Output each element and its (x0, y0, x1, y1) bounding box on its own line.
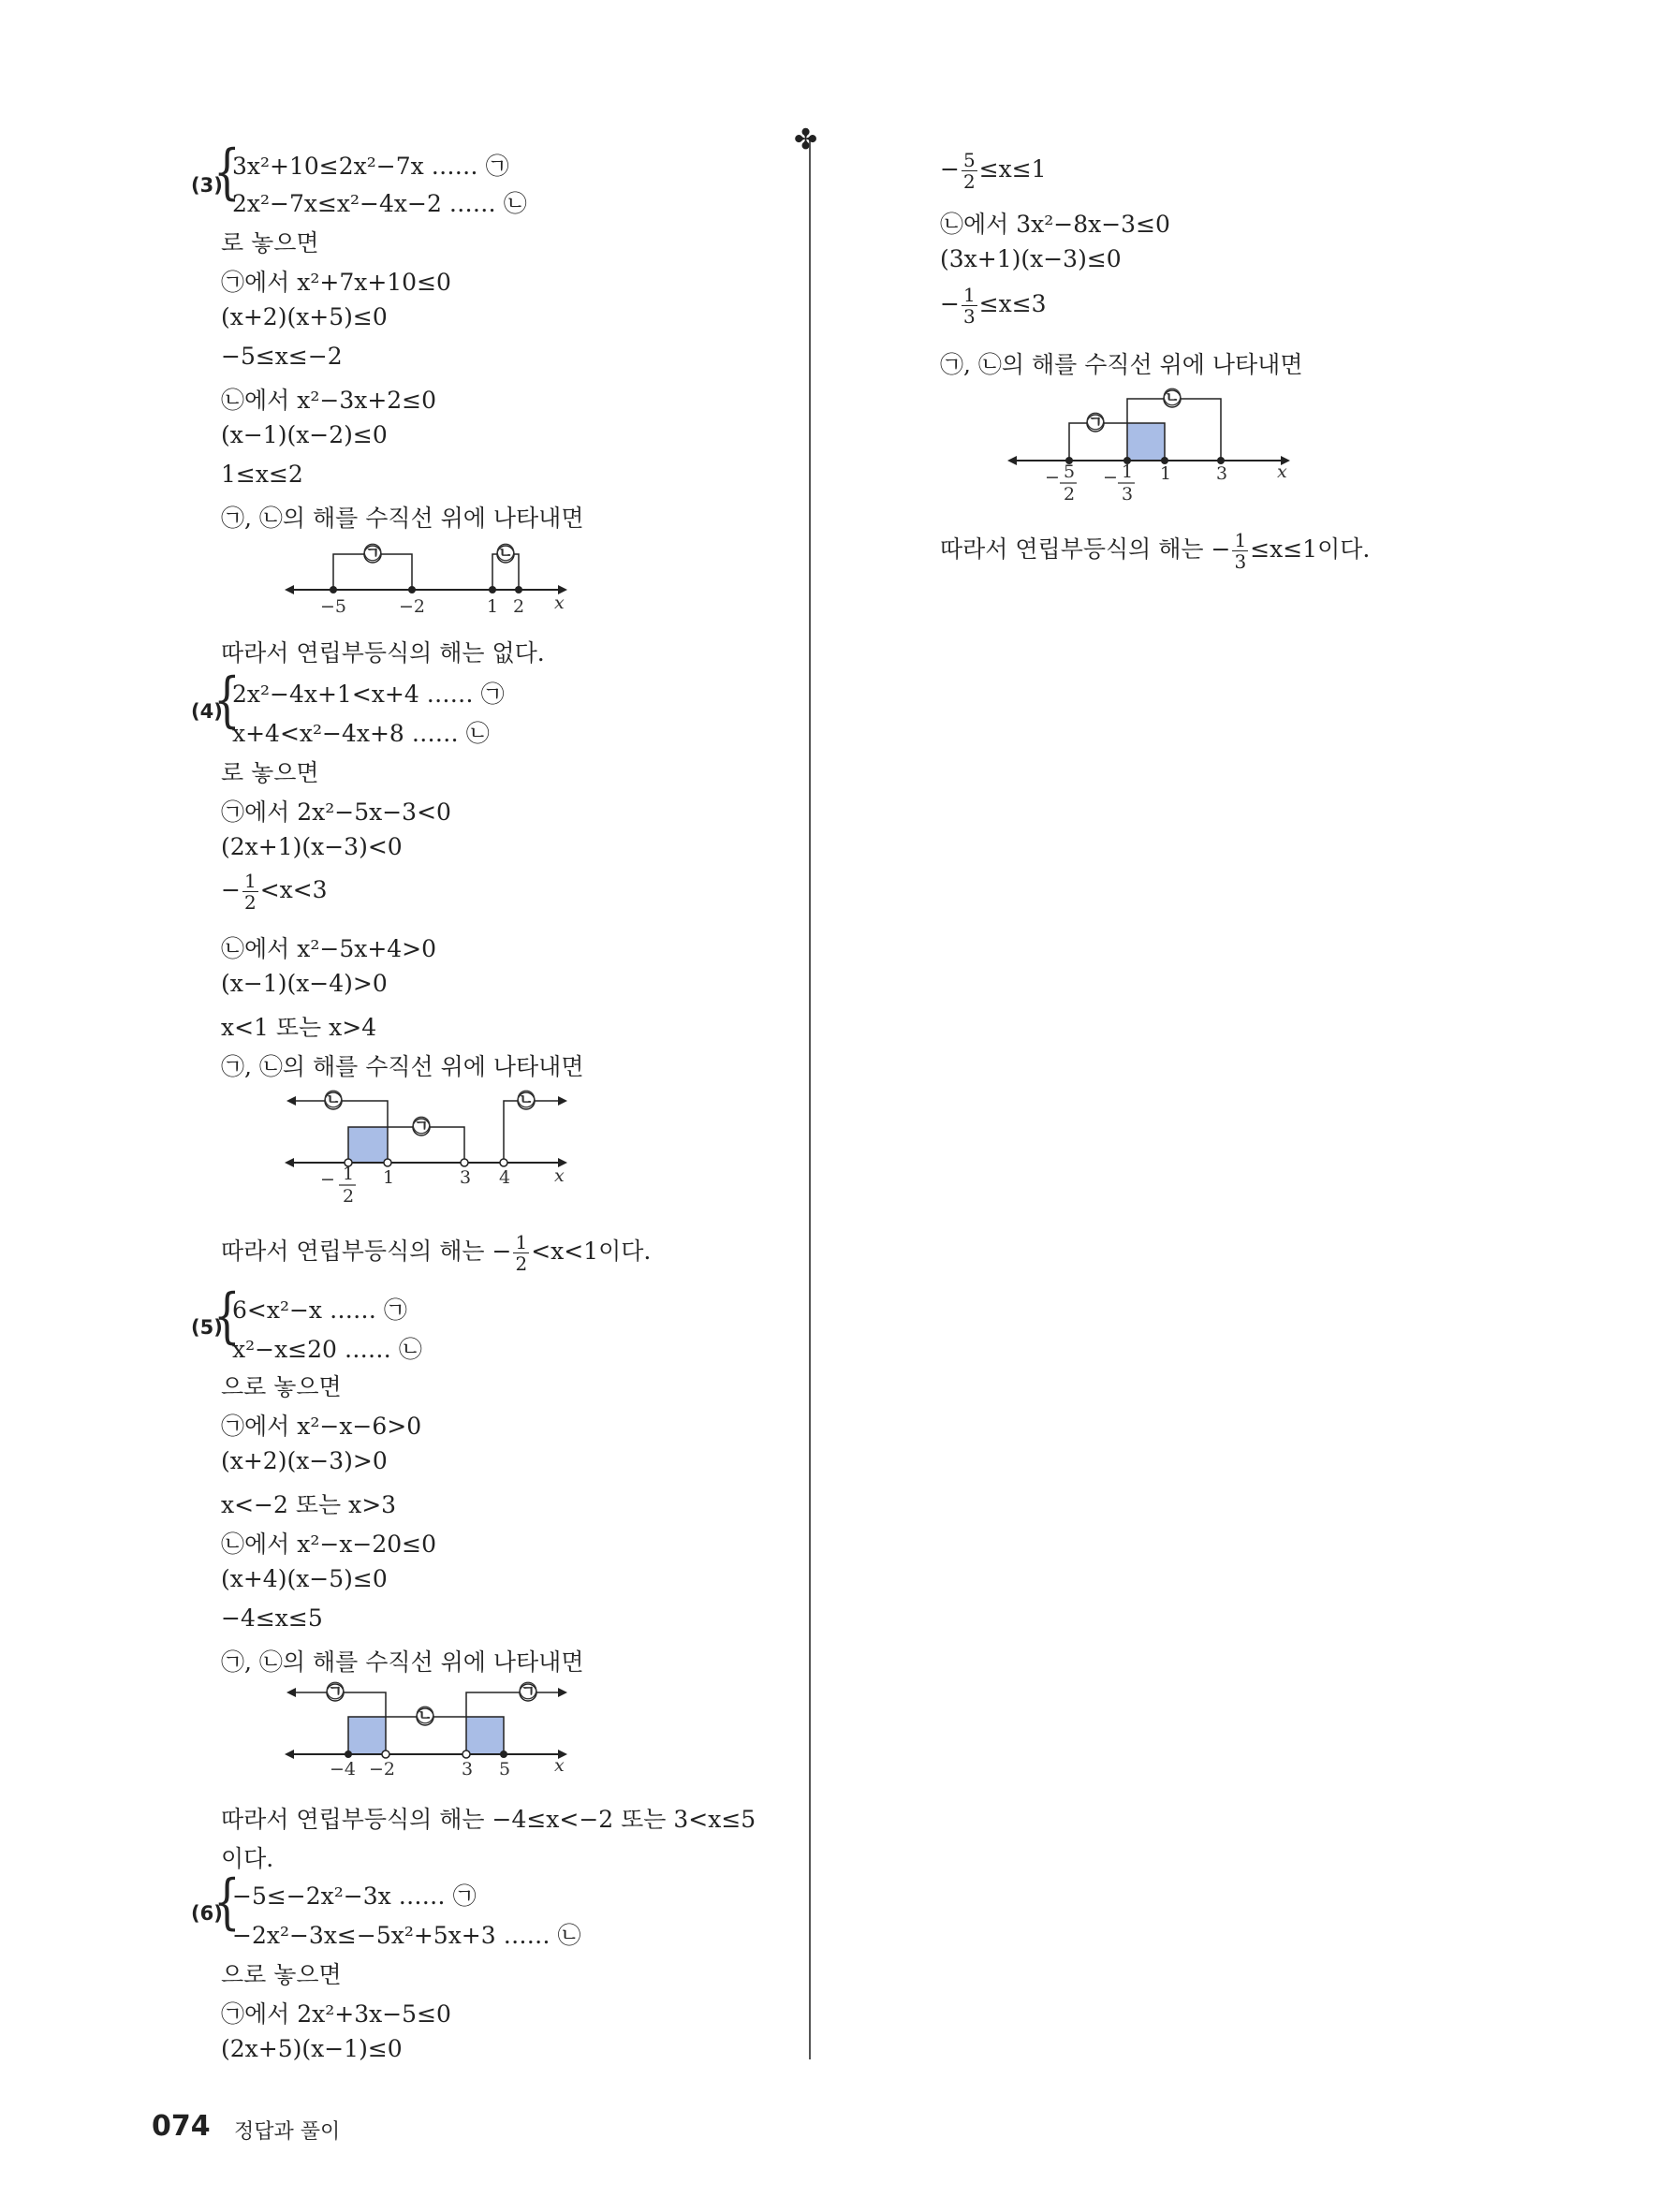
problem-4-step-1: 로 놓으면 (221, 759, 319, 786)
tick-label: −2 (399, 596, 426, 617)
problem-5-step-2: ㉠에서 x²−x−6>0 (221, 1413, 422, 1440)
fraction: $\frac{1}{2}$ (243, 870, 257, 914)
problem-3-brace: { (213, 138, 241, 207)
fraction: $\frac{5}{2}$ (962, 149, 976, 193)
number-line-3 (281, 541, 580, 616)
svg-text:㉡: ㉡ (324, 1090, 343, 1110)
page-number: 074 (152, 2110, 211, 2143)
tick-label: 1 (343, 1164, 355, 1184)
problem-3-step-8: ㉠, ㉡의 해를 수직선 위에 나타내면 (221, 505, 584, 532)
page-footer-title: 정답과 풀이 (234, 2120, 341, 2144)
problem-5-step-7: −4≤x≤5 (221, 1604, 323, 1632)
tick-label: 5 (499, 1759, 511, 1780)
tick-label: 1 (487, 596, 499, 617)
tick-label: 3 (1122, 484, 1134, 505)
problem-6-system-line-2: −2x²−3x≤−5x²+5x+3 …… ㉡ (232, 1922, 581, 1949)
problem-3-step-6: (x−1)(x−2)≤0 (221, 421, 388, 448)
problem-5-system-line-1: 6<x²−x …… ㉠ (232, 1296, 407, 1324)
mark-giyeok-icon (519, 1680, 536, 1702)
mark-nieun-icon (416, 1705, 433, 1726)
number-line-6 (1004, 386, 1303, 507)
problem-5-label: (5) (191, 1316, 223, 1339)
svg-text:㉡: ㉡ (517, 1090, 536, 1110)
mark-nieun-icon (496, 542, 514, 564)
mark-nieun-icon (517, 1089, 535, 1110)
problem-4-label: (4) (191, 700, 223, 723)
tick-label: 1 (383, 1167, 395, 1188)
tick-label: 1 (1122, 461, 1134, 482)
fraction: $\frac{1}{3}$ (1234, 529, 1247, 573)
problem-3-step-5: ㉡에서 x²−3x+2≤0 (221, 387, 437, 414)
problem-4-step-6: (x−1)(x−4)>0 (221, 970, 388, 997)
mark-giyeok-icon (363, 542, 381, 564)
mark-nieun-icon (1163, 387, 1181, 408)
axis-label: x (554, 1755, 565, 1776)
problem-4-step-3: (2x+1)(x−3)<0 (221, 833, 403, 860)
problem-5-step-6: (x+4)(x−5)≤0 (221, 1565, 388, 1592)
problem-5-step-1: 으로 놓으면 (221, 1373, 342, 1400)
tick-label: 3 (462, 1759, 474, 1780)
problem-6-step-7: − $\frac{1}{3}$ ≤x≤3 (940, 284, 1047, 328)
number-line-4 (281, 1086, 580, 1217)
mark-nieun-icon (324, 1089, 342, 1110)
problem-6-conclusion: 따라서 연립부등식의 해는 − $\frac{1}{3}$ ≤x≤1이다. (940, 529, 1371, 573)
problem-6-step-6: (3x+1)(x−3)≤0 (940, 245, 1122, 272)
problem-4-step-5: ㉡에서 x²−5x+4>0 (221, 935, 437, 962)
ornament-icon: ✤ (794, 124, 818, 156)
svg-text:㉠: ㉠ (326, 1681, 345, 1702)
svg-text:㉠: ㉠ (519, 1681, 537, 1702)
problem-3-step-1: 로 놓으면 (221, 229, 319, 256)
tick-label: −5 (320, 596, 347, 617)
problem-5-conclusion-1: 따라서 연립부등식의 해는 −4≤x<−2 또는 3<x≤5 (221, 1806, 756, 1833)
problem-3-system-line-2: 2x²−7x≤x²−4x−2 …… ㉡ (232, 190, 527, 217)
problem-5-step-3: (x+2)(x−3)>0 (221, 1447, 388, 1474)
problem-6-step-5: ㉡에서 3x²−8x−3≤0 (940, 211, 1170, 238)
tick-label: 3 (460, 1167, 472, 1188)
tick-label: 2 (343, 1186, 355, 1207)
problem-4-system-line-2: x+4<x²−4x+8 …… ㉡ (232, 720, 490, 747)
tick-label: − (320, 1169, 335, 1190)
tick-label: −4 (330, 1759, 357, 1780)
mark-giyeok-icon (1086, 411, 1104, 432)
problem-3-conclusion: 따라서 연립부등식의 해는 없다. (221, 639, 545, 667)
tick-label: 2 (1064, 484, 1076, 505)
problem-3-step-7: 1≤x≤2 (221, 461, 303, 488)
tick-label: 2 (513, 596, 525, 617)
problem-4-step-2: ㉠에서 2x²−5x−3<0 (221, 798, 451, 826)
problem-4-brace: { (213, 666, 241, 735)
problem-4-conclusion: 따라서 연립부등식의 해는 − $\frac{1}{2}$ <x<1이다. (221, 1231, 652, 1275)
problem-5-brace: { (213, 1282, 241, 1351)
fraction: $\frac{1}{3}$ (962, 284, 976, 328)
svg-text:㉡: ㉡ (1163, 388, 1182, 408)
problem-3-step-4: −5≤x≤−2 (221, 343, 343, 370)
svg-text:㉡: ㉡ (416, 1706, 434, 1726)
problem-6-step-4: − $\frac{5}{2}$ ≤x≤1 (940, 149, 1047, 193)
problem-3-step-2: ㉠에서 x²+7x+10≤0 (221, 269, 451, 296)
svg-text:㉠: ㉠ (1086, 412, 1105, 432)
tick-label: − (1045, 467, 1060, 488)
problem-6-step-3: (2x+5)(x−1)≤0 (221, 2035, 403, 2062)
problem-6-step-8: ㉠, ㉡의 해를 수직선 위에 나타내면 (940, 351, 1303, 378)
fraction: $\frac{1}{2}$ (515, 1231, 528, 1275)
axis-label: x (554, 593, 565, 613)
problem-6-label: (6) (191, 1902, 223, 1925)
problem-6-step-2: ㉠에서 2x²+3x−5≤0 (221, 2000, 451, 2028)
problem-4-system-line-1: 2x²−4x+1<x+4 …… ㉠ (232, 681, 505, 708)
mark-giyeok-icon (412, 1115, 430, 1136)
problem-4-step-8: ㉠, ㉡의 해를 수직선 위에 나타내면 (221, 1053, 584, 1080)
svg-text:㉡: ㉡ (496, 543, 515, 564)
problem-3-label: (3) (191, 174, 223, 197)
number-line-5 (281, 1677, 580, 1780)
svg-text:㉠: ㉠ (412, 1116, 431, 1136)
problem-5-step-4: x<−2 또는 x>3 (221, 1491, 397, 1518)
problem-3-step-3: (x+2)(x+5)≤0 (221, 303, 388, 330)
problem-6-system-line-1: −5≤−2x²−3x …… ㉠ (232, 1882, 477, 1910)
problem-4-step-4: − $\frac{1}{2}$ <x<3 (221, 870, 328, 914)
tick-label: 3 (1216, 463, 1228, 484)
column-divider (809, 139, 811, 2059)
axis-label: x (554, 1165, 565, 1186)
axis-label: x (1277, 461, 1287, 482)
tick-label: 1 (1160, 463, 1172, 484)
problem-6-brace: { (213, 1868, 241, 1937)
tick-label: − (1103, 467, 1118, 488)
problem-5-system-line-2: x²−x≤20 …… ㉡ (232, 1336, 422, 1363)
tick-label: 4 (499, 1167, 511, 1188)
problem-5-step-5: ㉡에서 x²−x−20≤0 (221, 1531, 437, 1558)
problem-3-system-line-1: 3x²+10≤2x²−7x …… ㉠ (232, 153, 509, 180)
problem-6-step-1: 으로 놓으면 (221, 1961, 342, 1988)
problem-5-step-8: ㉠, ㉡의 해를 수직선 위에 나타내면 (221, 1648, 584, 1676)
svg-text:㉠: ㉠ (363, 543, 382, 564)
problem-4-step-7: x<1 또는 x>4 (221, 1014, 377, 1041)
problem-5-conclusion-2: 이다. (221, 1845, 274, 1872)
tick-label: −2 (369, 1759, 396, 1780)
tick-label: 5 (1064, 461, 1076, 482)
mark-giyeok-icon (326, 1680, 344, 1702)
